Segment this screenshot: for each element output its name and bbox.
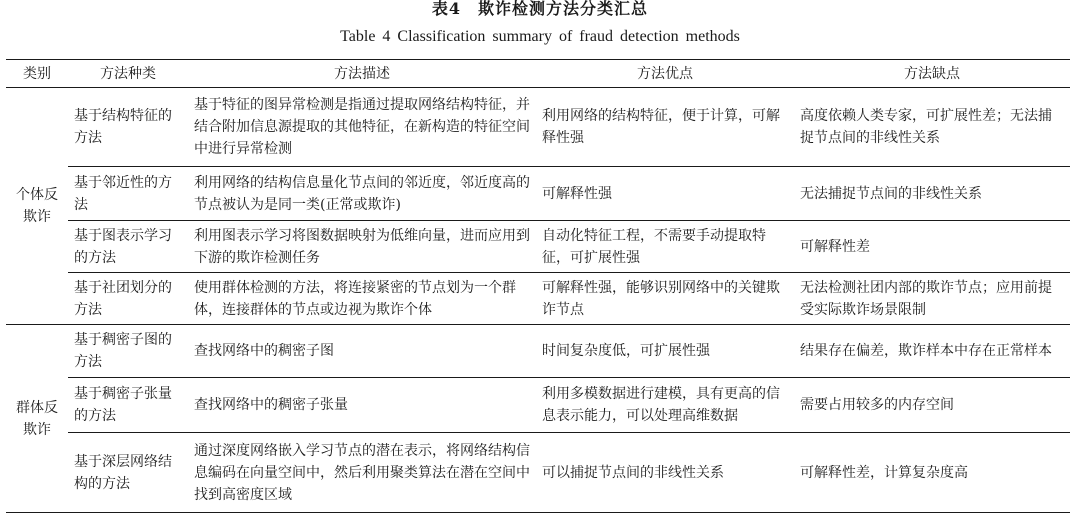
description-cell: 基于特征的图异常检测是指通过提取网络结构特征，并结合附加信息源提取的其他特征，在新构造的特征空间中进行异常检测 [188, 88, 536, 167]
cons-cell: 可解释性差 [794, 221, 1070, 273]
category-cell [6, 325, 68, 513]
table-row [6, 325, 1070, 378]
cons-cell: 无法检测社团内部的欺诈节点；应用前提受实际欺诈场景限制 [794, 273, 1070, 325]
header-description: 方法描述 [188, 60, 536, 88]
method-type-cell: 基于图表示学习的方法 [68, 221, 188, 273]
description-cell: 利用网络的结构信息量化节点间的邻近度，邻近度高的节点被认为是同一类(正常或欺诈) [188, 167, 536, 221]
table-row [6, 88, 1070, 167]
category-label: 个体反欺诈 [16, 187, 58, 225]
method-type-cell: 基于稠密子图的方法 [68, 325, 188, 378]
classification-table [6, 59, 1070, 513]
cons-cell: 可解释性差，计算复杂度高 [794, 433, 1070, 513]
description-cell: 通过深度网络嵌入学习节点的潜在表示，将网络结构信息编码在向量空间中，然后利用聚类算法在潜在空间中找到高密度区域 [188, 433, 536, 513]
pros-cell: 可解释性强，能够识别网络中的关键欺诈节点 [536, 273, 794, 325]
method-type-cell: 基于深层网络结构的方法 [68, 433, 188, 513]
description-cell: 查找网络中的稠密子图 [188, 325, 536, 378]
table-row [6, 433, 1070, 513]
description-cell: 利用图表示学习将图数据映射为低维向量，进而应用到下游的欺诈检测任务 [188, 221, 536, 273]
cons-cell: 结果存在偏差，欺诈样本中存在正常样本 [794, 325, 1070, 378]
pros-cell: 可以捕捉节点间的非线性关系 [536, 433, 794, 513]
header-pros: 方法优点 [536, 60, 794, 88]
table-row [6, 167, 1070, 221]
table-row [6, 221, 1070, 273]
cons-cell: 需要占用较多的内存空间 [794, 378, 1070, 433]
pros-cell: 可解释性强 [536, 167, 794, 221]
method-type-cell: 基于稠密子张量的方法 [68, 378, 188, 433]
pros-cell: 自动化特征工程，不需要手动提取特征，可扩展性强 [536, 221, 794, 273]
method-type-cell: 基于社团划分的方法 [68, 273, 188, 325]
table-row [6, 273, 1070, 325]
header-cons: 方法缺点 [794, 60, 1070, 88]
table-title-en: Table 4 Classification summary of fraud detection methods [340, 28, 740, 45]
description-cell: 查找网络中的稠密子张量 [188, 378, 536, 433]
category-cell [6, 88, 68, 325]
pros-cell: 利用多模数据进行建模，具有更高的信息表示能力，可以处理高维数据 [536, 378, 794, 433]
pros-cell: 时间复杂度低，可扩展性强 [536, 325, 794, 378]
table-row [6, 378, 1070, 433]
pros-cell: 利用网络的结构特征，便于计算，可解释性强 [536, 88, 794, 167]
category-label: 群体反欺诈 [16, 399, 58, 438]
header-row [6, 60, 1070, 88]
method-type-cell: 基于结构特征的方法 [68, 88, 188, 167]
method-type-cell: 基于邻近性的方法 [68, 167, 188, 221]
description-cell: 使用群体检测的方法，将连接紧密的节点划为一个群体，连接群体的节点或边视为欺诈个体 [188, 273, 536, 325]
header-category: 类别 [6, 60, 68, 88]
cons-cell: 高度依赖人类专家，可扩展性差；无法捕捉节点间的非线性关系 [794, 88, 1070, 167]
table-title-cn: 表4 欺诈检测方法分类汇总 [431, 0, 649, 18]
header-method-type: 方法种类 [68, 60, 188, 88]
cons-cell: 无法捕捉节点间的非线性关系 [794, 167, 1070, 221]
